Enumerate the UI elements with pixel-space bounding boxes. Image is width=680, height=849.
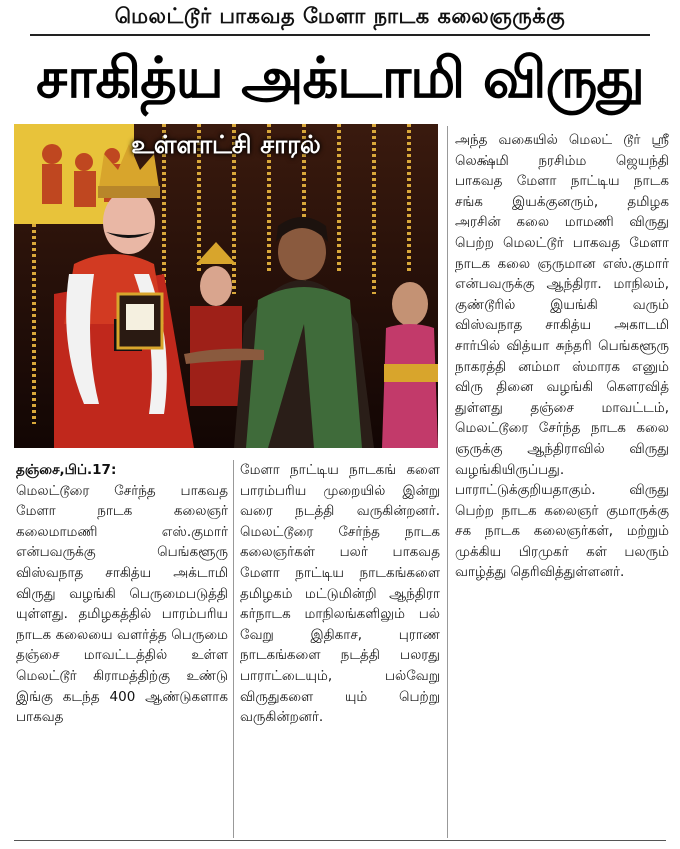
news-photo	[14, 124, 438, 448]
article-body-1: மெலட்டூரை சேர்ந்த பாகவத மேளா நாடக கலைஞர் கலைமாமணி எஸ்.குமார் என்பவருக்கு பெங்களூரு விஸ்வநாத சாகித்ய அக்டாமி விருது வழங்கி பெருமைபடுத்தி யுள்ளது. தமிழகத்தில் பாரம்பரிய நாடக கலையை வளர்த்த பெருமை தஞ்சை மாவட்டத்தில் உள்ள மெலட்டூர் கிராமத்திற்கு உண்டு இங்கு கடந்த 400 ஆண்டுகளாக பாகவத	[16, 482, 228, 726]
photo-caption: உள்ளாட்சி சாரல்	[131, 130, 321, 159]
article-column-1	[16, 460, 228, 728]
kicker-headline: மெலட்டூர் பாகவத மேளா நாடக கலைஞருக்கு	[114, 4, 566, 28]
bottom-rule	[14, 840, 666, 841]
article-body-3: அந்த வகையில் மெலட் டூர் ஸ்ரீ லெக்ஷ்மி நரசிம்ம ஜெயந்தி பாகவத மேளா நாட்டிய நாடக சங்க இயக்குனரும், தமிழக அரசின் கலை மாமணி விருது பெற்ற மெலட்டூர் பாகவத மேளா நாடக கலை ஞருமான எஸ்.குமார் என்பவருக்கு ஆந்திரா. மாநிலம், குண்டூரில் இயங்கி வரும் விஸ்வநாத சாகித்ய அகாடமி சார்பில் வித்யா சுந்தரி பெங்களூரு நாகரத்தி னம்மா ஸ்மாரக எனும் விரு தினை வழங்கி கௌரவித் துள்ளது தஞ்சை மாவட்டம், மெலட்டூரை சேர்ந்த நாடக கலை ஞருக்கு ஆந்திராவில் விருது வழங்கியிருப்பது. பாராட்டுக்குறியதாகும். விருது பெற்ற நாடக கலைஞர் குமாருக்கு சக நாடக கலைஞர்கள், மற்றும் முக்கிய பிரமுகர் கள் பலரும் வாழ்த்து தெரிவித்துள்ளனர்.	[455, 132, 669, 581]
award-ceremony-illustration	[14, 124, 438, 448]
article-column-2	[240, 460, 440, 728]
article-column-3	[455, 130, 669, 583]
column-divider-2	[447, 126, 448, 838]
article-body-2: மேளா நாட்டிய நாடகங் களை பாரம்பரிய முறையில் இன்று வரை நடத்தி வருகின்றனர். மெலட்டூரை சேர்ந்த நாடக கலைஞர்கள் பலர் பாகவத மேளா நாட்டிய நாடகங்களை தமிழகம் மட்டுமின்றி ஆந்திரா கர்நாடக மாநிலங்களிலும் பல் வேறு இதிகாச, புராண நாடகங்களை நடத்தி பலரது பாராட்டையும், பல்வேறு விருதுகளை யும் பெற்று வருகின்றனர்.	[240, 462, 440, 726]
dateline: தஞ்சை,பிப்.17:	[16, 462, 117, 478]
main-headline: சாகித்ய அக்டாமி விருது	[36, 46, 644, 111]
column-divider-1	[233, 460, 234, 838]
